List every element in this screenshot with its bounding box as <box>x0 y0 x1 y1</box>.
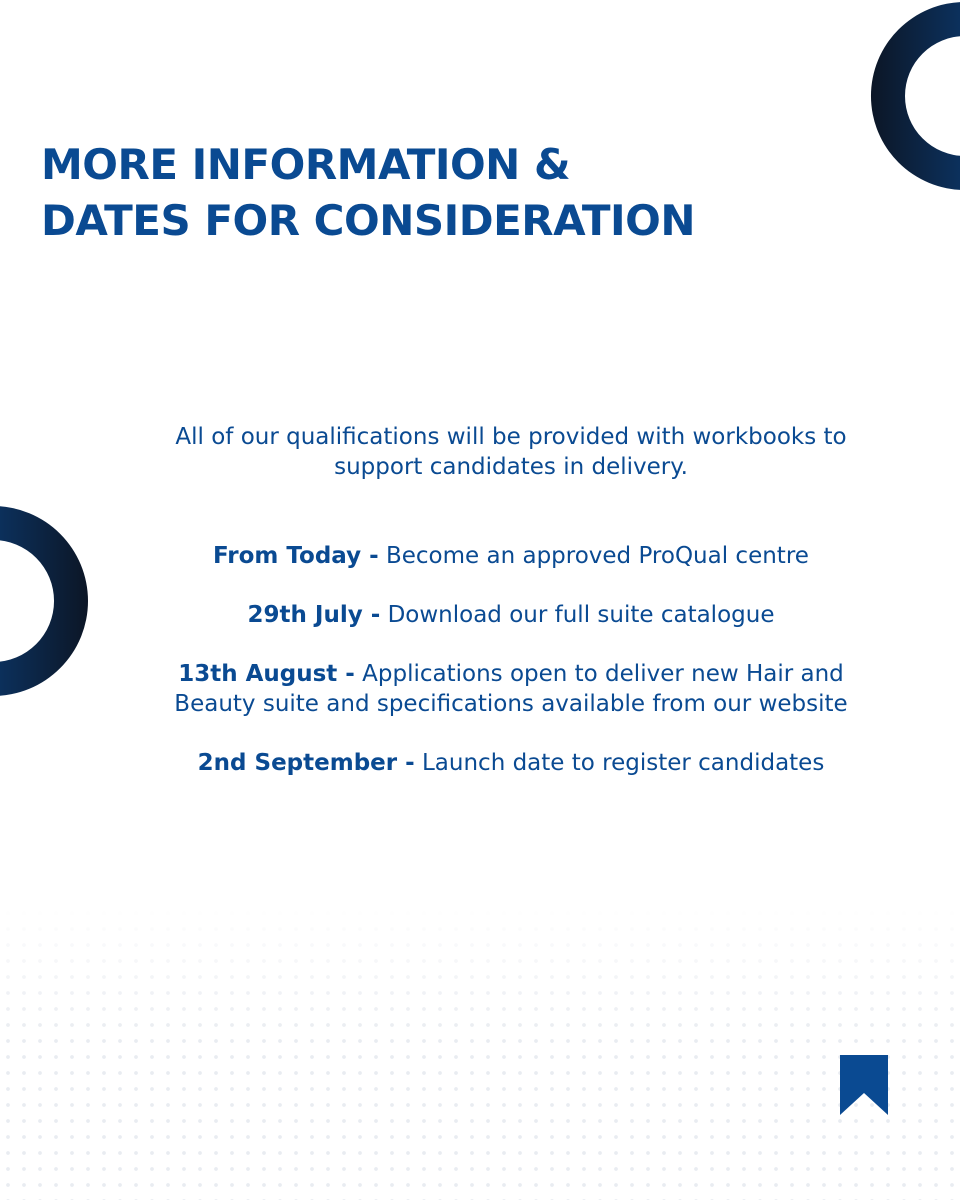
date-description: Applications open to deliver new Hair and <box>362 661 844 687</box>
date-label: 13th August - <box>178 661 355 687</box>
date-description-continued: Beauty suite and specifications available from our website <box>174 691 848 717</box>
date-item-29th-july <box>111 600 911 630</box>
ring-decoration-left <box>0 505 90 697</box>
title-line-2: DATES FOR CONSIDERATION <box>41 196 695 245</box>
bookmark-icon <box>840 1055 888 1115</box>
date-item-2nd-september <box>111 748 911 778</box>
date-item-13th-august <box>111 659 911 719</box>
page-title <box>41 137 695 249</box>
date-item-from-today <box>111 541 911 571</box>
title-line-1: MORE INFORMATION & <box>41 140 571 189</box>
intro-line-1: All of our qualifications will be provided with workbooks to <box>175 424 847 450</box>
intro-text <box>111 422 911 482</box>
dot-pattern-background <box>0 905 960 1200</box>
date-label: From Today - <box>213 543 379 569</box>
date-description: Launch date to register candidates <box>421 750 825 776</box>
date-description: Become an approved ProQual centre <box>385 543 809 569</box>
info-content <box>111 422 911 807</box>
date-label: 2nd September - <box>197 750 415 776</box>
date-label: 29th July - <box>247 602 381 628</box>
ring-decoration-top-right <box>870 0 960 192</box>
date-description: Download our full suite catalogue <box>387 602 775 628</box>
intro-line-2: support candidates in delivery. <box>334 454 688 480</box>
